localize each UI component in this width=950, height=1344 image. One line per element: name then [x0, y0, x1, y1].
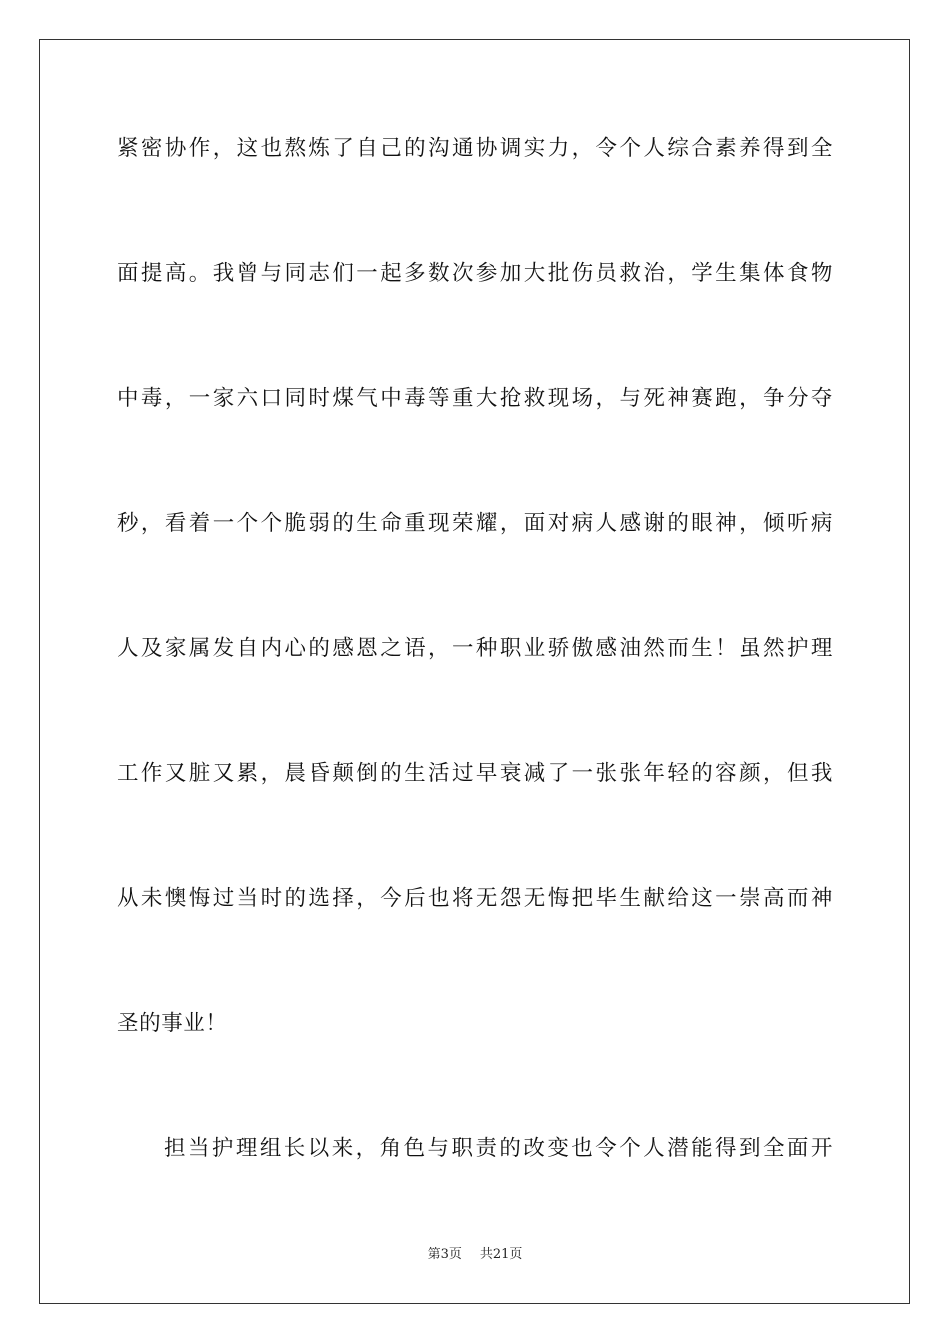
page-number: 第3页	[427, 1247, 462, 1262]
body-text-line: 人及家属发自内心的感恩之语，一种职业骄傲感油然而生！虽然护理	[117, 636, 833, 661]
body-text-line: 中毒，一家六口同时煤气中毒等重大抢救现场，与死神赛跑，争分夺	[117, 386, 833, 411]
page-footer	[0, 1246, 950, 1264]
body-text-line: 圣的事业！	[117, 1011, 228, 1036]
body-text-line: 工作又脏又累，晨昏颠倒的生活过早衰减了一张张年轻的容颜，但我	[117, 761, 833, 786]
body-text-line: 秒，看着一个个脆弱的生命重现荣耀，面对病人感谢的眼神，倾听病	[117, 511, 833, 536]
page-border	[39, 39, 910, 1304]
body-text-line: 从未懊悔过当时的选择，今后也将无怨无悔把毕生献给这一崇高而神	[117, 886, 833, 911]
paragraph-first-line: 担当护理组长以来，角色与职责的改变也令个人潜能得到全面开	[164, 1136, 833, 1161]
body-text-line: 紧密协作，这也熬炼了自己的沟通协调实力，令个人综合素养得到全	[117, 136, 833, 161]
body-text-line: 面提高。我曾与同志们一起多数次参加大批伤员救治，学生集体食物	[117, 261, 833, 286]
total-pages: 共21页	[479, 1247, 523, 1262]
